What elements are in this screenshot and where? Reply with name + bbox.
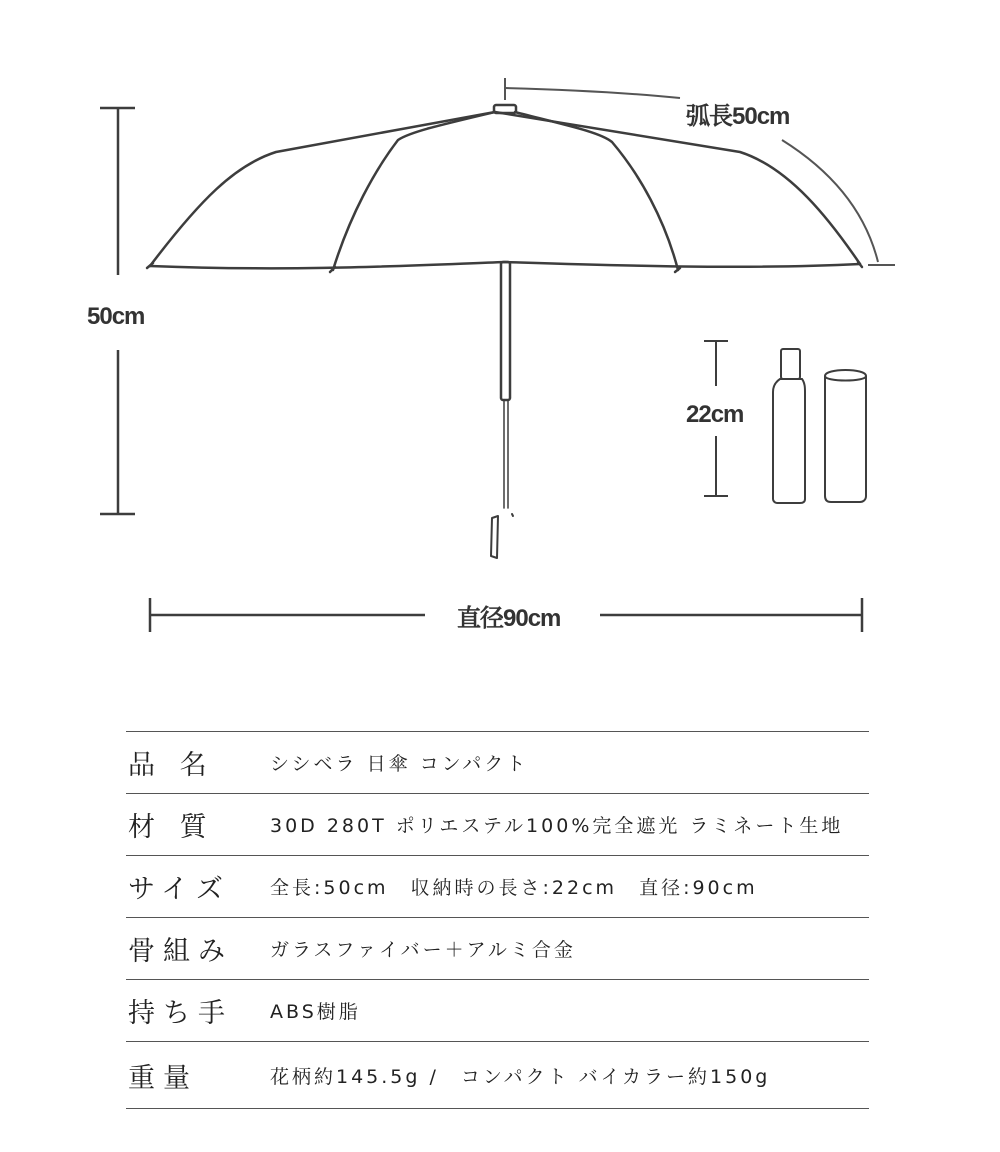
arc-length-label: 弧長50cm: [686, 103, 790, 130]
umbrella-handle: [491, 516, 498, 558]
umbrella-canopy: [150, 112, 860, 266]
folded-umbrella-illustration: [773, 349, 805, 503]
spec-key: 持ち手: [128, 998, 233, 1029]
spec-value: 全長:50cm 収納時の長さ:22cm 直径:90cm: [270, 877, 758, 899]
spec-row-size: [126, 856, 869, 918]
umbrella-case-illustration: [825, 370, 866, 502]
spec-row-material: [126, 794, 869, 856]
umbrella-shaft: [501, 262, 510, 400]
spec-key: 品 名: [128, 750, 215, 781]
spec-value: ABS樹脂: [270, 1001, 361, 1023]
spec-row-weight: [126, 1042, 869, 1109]
spec-value: ガラスファイバー＋アルミ合金: [270, 939, 576, 961]
spec-key: 重量: [128, 1062, 198, 1094]
height-label: 50cm: [87, 303, 145, 330]
folded-length-label: 22cm: [686, 401, 744, 428]
spec-row-name: [126, 732, 869, 794]
spec-table: [126, 731, 869, 1109]
spec-key: サイズ: [128, 874, 231, 905]
spec-key: 骨組み: [128, 936, 233, 967]
spec-key: 材 質: [128, 812, 215, 843]
spec-value: 30D 280T ポリエステル100%完全遮光 ラミネート生地: [270, 815, 844, 837]
spec-row-handle: [126, 980, 869, 1042]
spec-value: 花柄約145.5g / コンパクト バイカラー約150g: [270, 1065, 771, 1088]
spec-row-frame: [126, 918, 869, 980]
diameter-label: 直径90cm: [457, 605, 561, 632]
spec-value: シシベラ 日傘 コンパクト: [270, 753, 529, 775]
